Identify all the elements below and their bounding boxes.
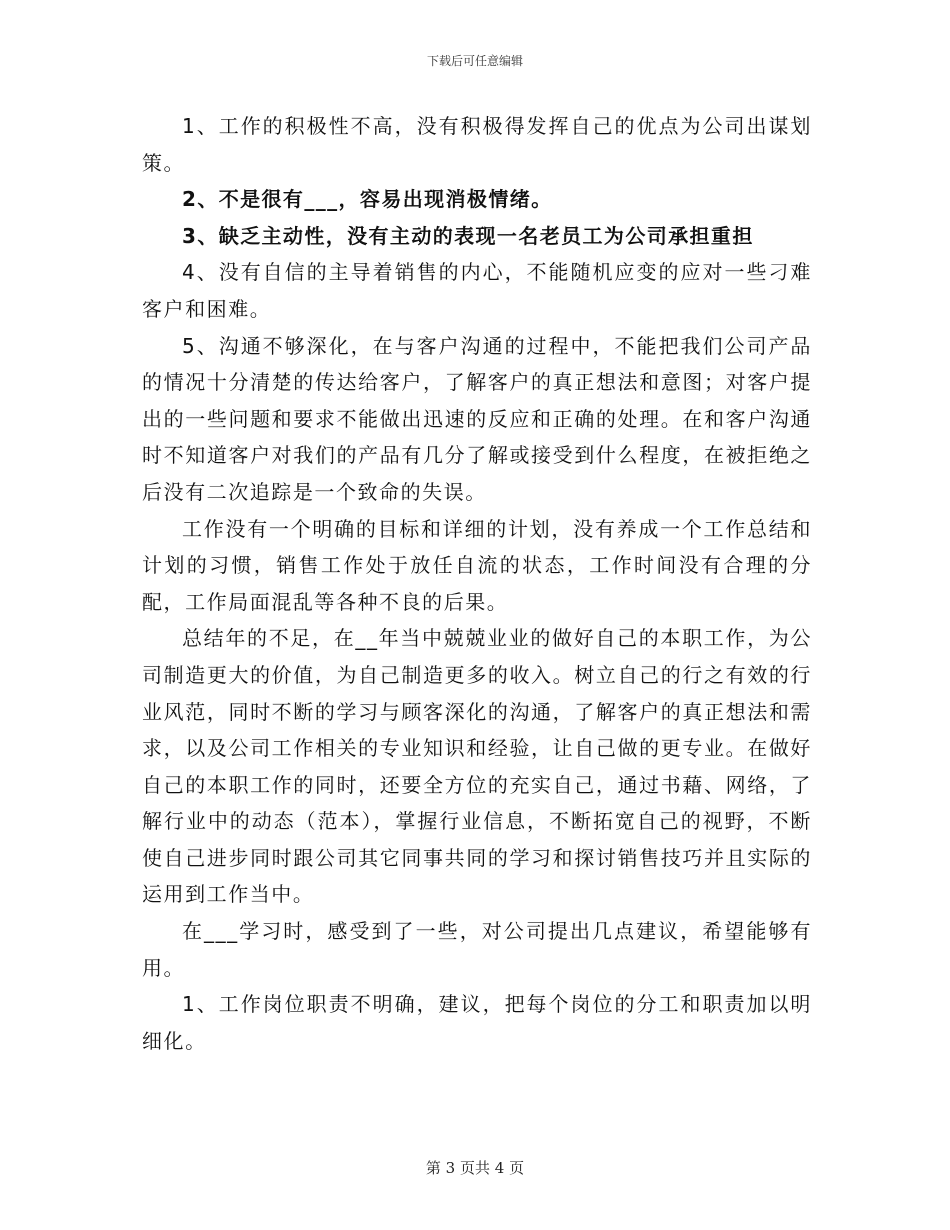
paragraph-7: 总结年的不足，在__年当中兢兢业业的做好自己的本职工作，为公司制造更大的价值，为自己制造更多的收入。树立自己的行之有效的行业风范，同时不断的学习与顾客深化的沟通，了解客户的真正想法和需求，以及公司工作相关的专业知识和经验，让自己做的更专业。在做好自己的本职工作的同时，还要全方位的充实自己，通过书藉、网络，了解行业中的动态（范本），掌握行业信息，不断拓宽自己的视野，不断使自己进步同时跟公司其它同事共同的学习和探讨销售技巧并且实际的运用到工作当中。 (142, 626, 812, 907)
page-header: 下载后可任意编辑 (426, 54, 523, 68)
paragraph-5: 5、沟通不够深化，在与客户沟通的过程中，不能把我们公司产品的情况十分清楚的传达给客户，了解客户的真正想法和意图；对客户提出的一些问题和要求不能做出迅速的反应和正确的处理。在和客户沟通时不知道客户对我们的产品有几分了解或接受到什么程度，在被拒绝之后没有二次追踪是一个致命的失误。 (142, 333, 812, 504)
paragraph-4: 4、没有自信的主导着销售的内心，不能随机应变的应对一些刁难客户和困难。 (142, 260, 812, 321)
document-body (142, 108, 812, 1059)
page-footer: 第 3 页共 4 页 (425, 1159, 525, 1177)
paragraph-9: 1、工作岗位职责不明确，建议，把每个岗位的分工和职责加以明细化。 (142, 992, 812, 1053)
paragraph-1: 1、工作的积极性不高，没有积极得发挥自己的优点为公司出谋划策。 (142, 114, 812, 175)
paragraph-3: 3、缺乏主动性，没有主动的表现一名老员工为公司承担重担 (182, 223, 754, 248)
paragraph-6: 工作没有一个明确的目标和详细的计划，没有养成一个工作总结和计划的习惯，销售工作处于放任自流的状态，工作时间没有合理的分配，工作局面混乱等各种不良的后果。 (142, 516, 812, 614)
paragraph-8: 在___学习时，感受到了一些，对公司提出几点建议，希望能够有用。 (142, 919, 812, 980)
paragraph-2: 2、不是很有___，容易出现消极情绪。 (182, 187, 553, 212)
